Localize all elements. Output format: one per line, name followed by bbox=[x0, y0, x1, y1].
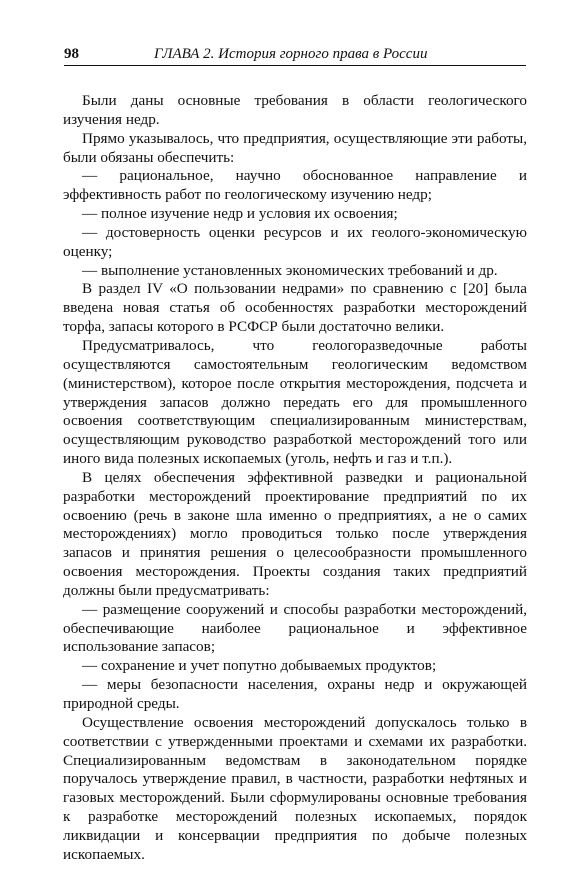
paragraph: Осуществление освоения месторождений допускалось только в соответствии с утвержденными проектами и схемами их разработки. Специализированным ведомствам в законодательном порядке поручалось утверждение правил, в частности, разработки нефтяных и газовых месторождений. Были сформулированы основные требования к разработке месторождений полезных ископаемых, порядок ликвидации и консервации предприятия по добыче полезных ископаемых. bbox=[63, 713, 527, 863]
list-item: — меры безопасности населения, охраны недр и окружающей природной среды. bbox=[63, 676, 527, 712]
page-number: 98 bbox=[64, 46, 79, 62]
page-header bbox=[64, 44, 526, 66]
header-rule bbox=[64, 65, 526, 66]
paragraph: Предусматривалось, что геологоразведочные работы осуществляются самостоятельным геологическим ведомством (министерством), которое после открытия месторождения, подсчета и утверждения запасов должно передать его для промышленного освоения соответствующим специализированным министерствам, осуществляющим руководство разработкой месторождений того или иного вида полезных ископаемых (уголь, нефть и газ и т.п.). bbox=[63, 336, 527, 468]
paragraph: В целях обеспечения эффективной разведки и рациональной разработки месторождений проектирование предприятий по их освоению (речь в законе шла именно о предприятиях, а не о самих месторождениях) могло проводиться только после утверждения запасов и принятия решения о целесообразности промышленного освоения месторождения. Проекты создания таких предприятий должны были предусматривать: bbox=[63, 468, 527, 599]
list-item: — выполнение установленных экономических требований и др. bbox=[82, 261, 498, 279]
paragraph: В раздел IV «О пользовании недрами» по сравнению с [20] была введена новая статья об особенностях разработки месторождений торфа, запасы которого в РСФСР были достаточно велики. bbox=[63, 280, 527, 336]
list-item: — размещение сооружений и способы разработки месторождений, обеспечивающие наиболее рациональное и эффективное использование запасов; bbox=[63, 600, 527, 656]
list-item: — полное изучение недр и условия их освоения; bbox=[82, 205, 398, 223]
body-text bbox=[63, 92, 527, 865]
list-item: — сохранение и учет попутно добываемых продуктов; bbox=[82, 657, 437, 675]
running-title: ГЛАВА 2. История горного права в России bbox=[154, 46, 428, 62]
paragraph: Были даны основные требования в области геологического изучения недр. bbox=[63, 92, 527, 128]
paragraph: Прямо указывалось, что предприятия, осуществляющие эти работы, были обязаны обеспечить: bbox=[63, 129, 527, 166]
list-item: — рациональное, научно обоснованное направление и эффективность работ по геологическому изучению недр; bbox=[63, 167, 527, 204]
list-item: — достоверность оценки ресурсов и их геолого-экономическую оценку; bbox=[63, 223, 527, 260]
